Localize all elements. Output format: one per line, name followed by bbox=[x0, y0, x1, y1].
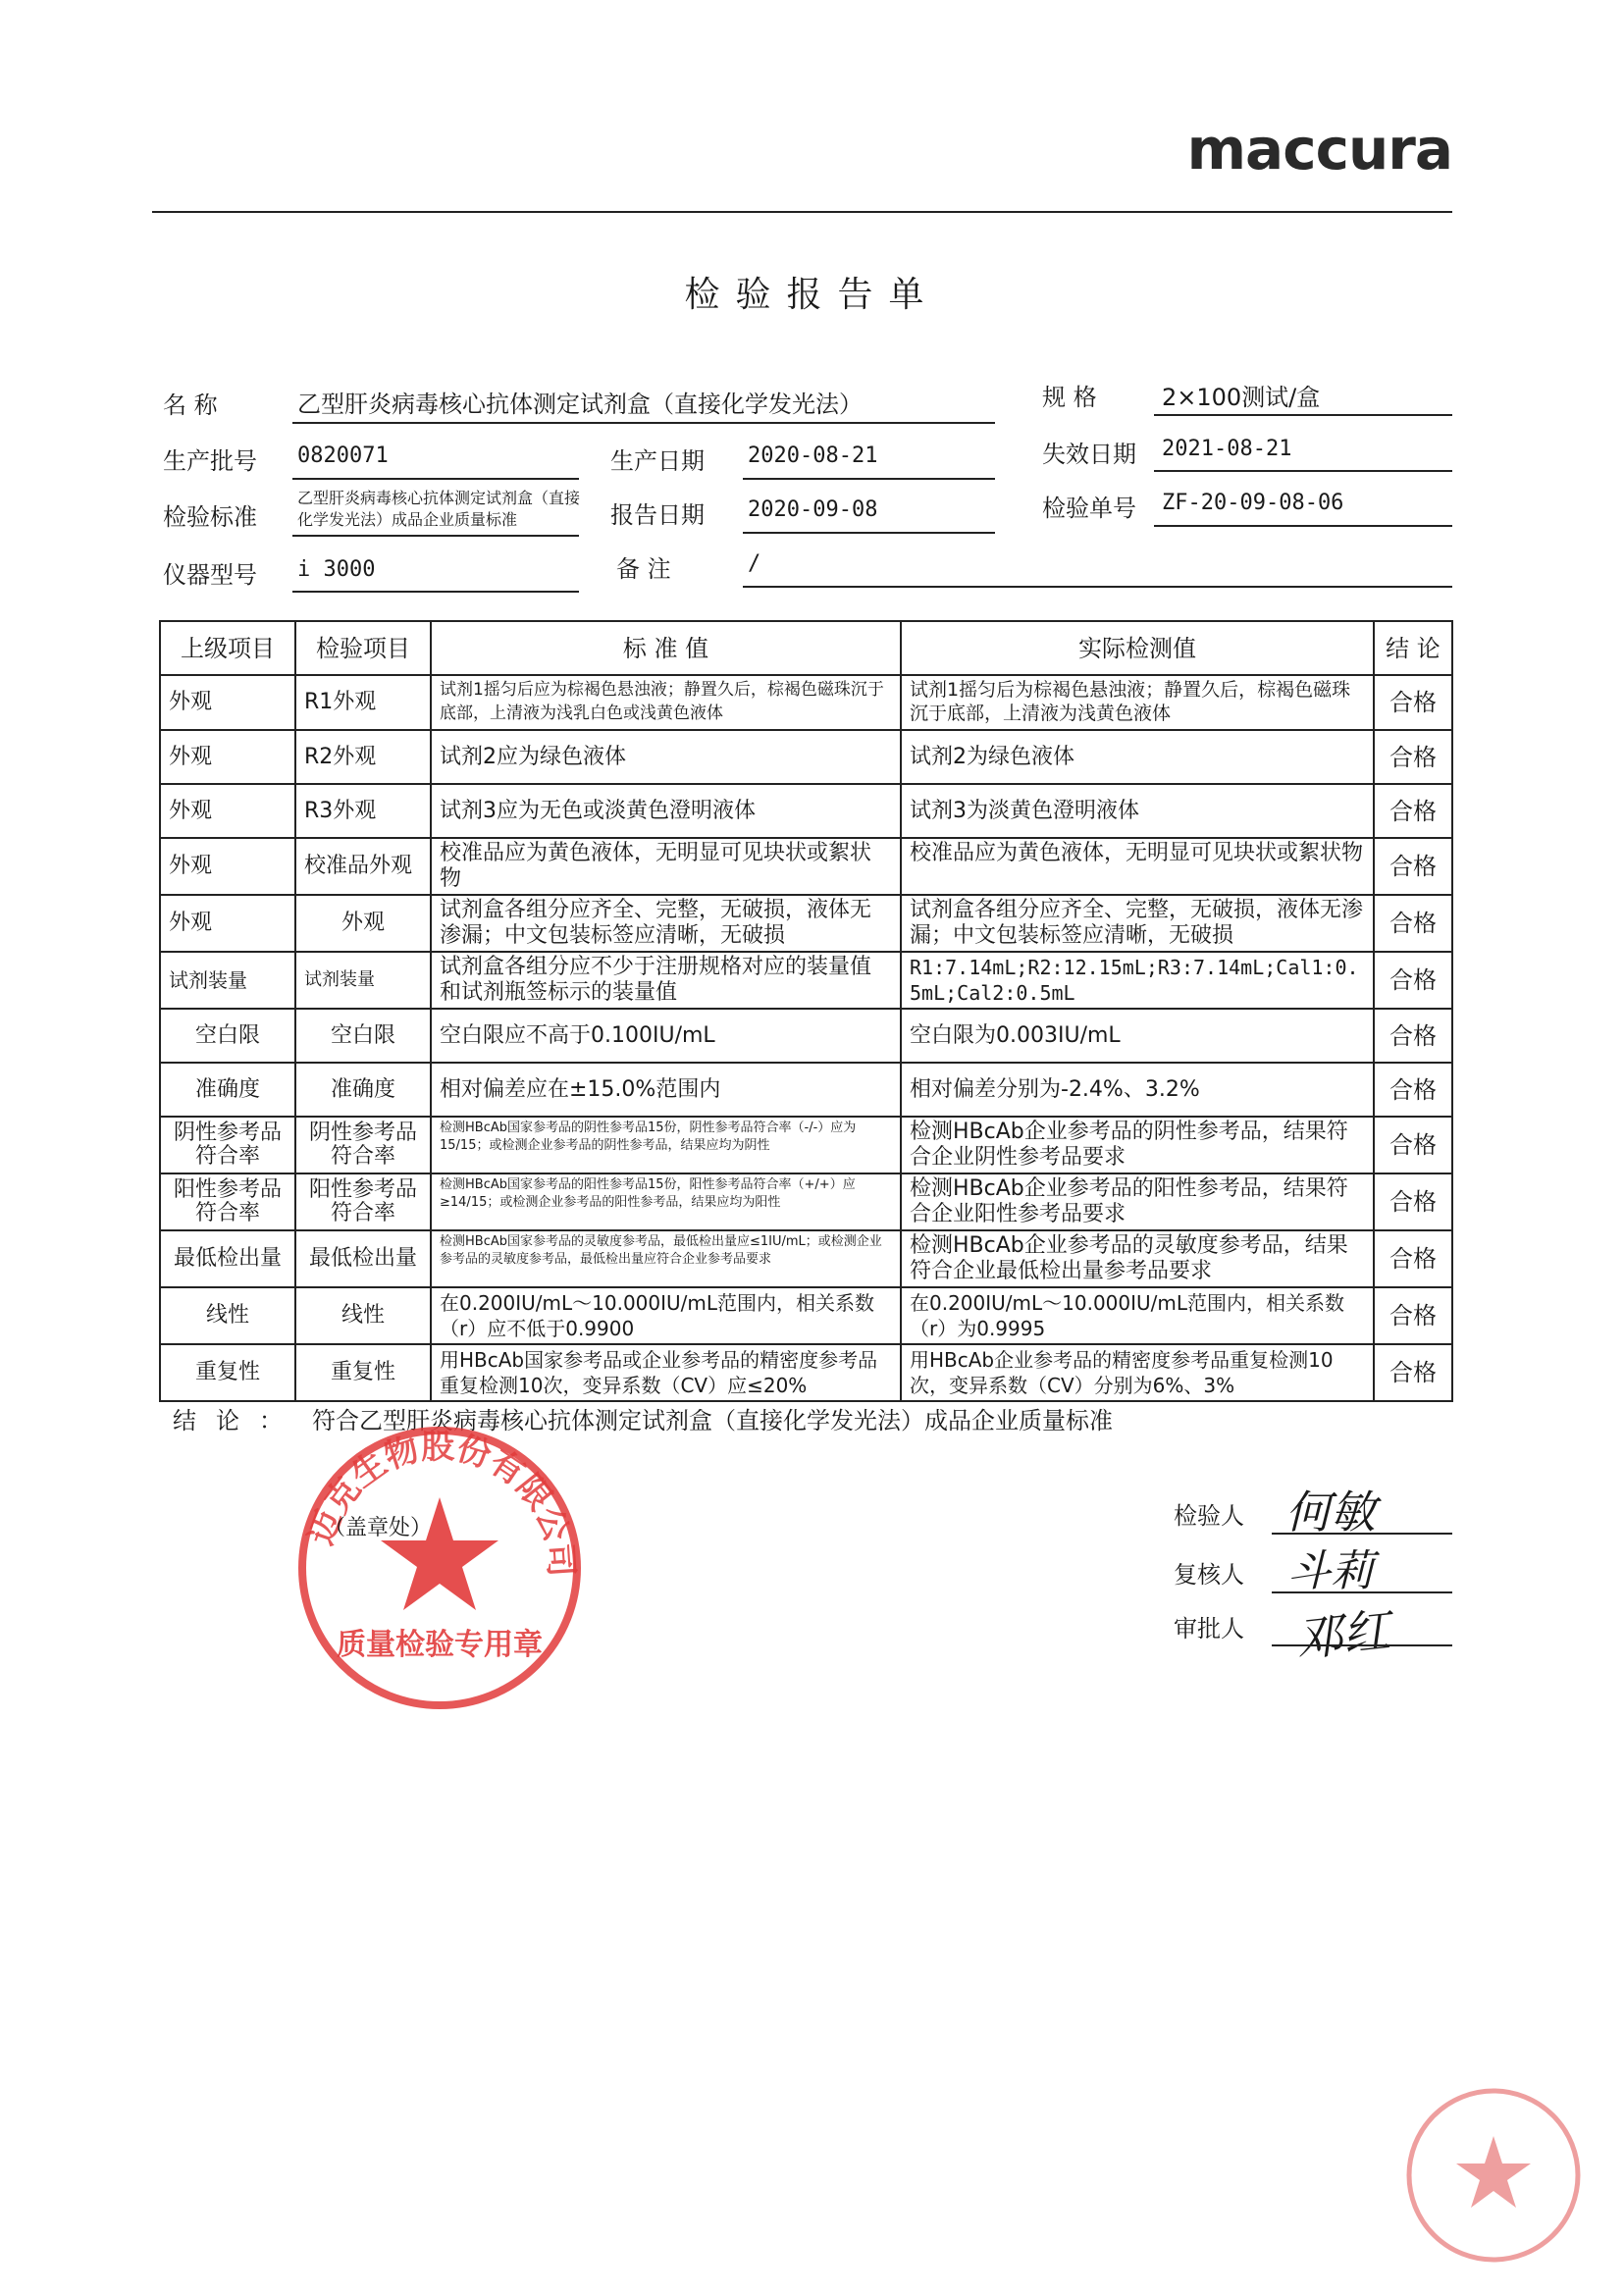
name-value: 乙型肝炎病毒核心抗体测定试剂盒（直接化学发光法） bbox=[297, 391, 863, 418]
row-actual: R1:7.14mL;R2:12.15mL;R3:7.14mL;Cal1:0.5mL;Cal2:0.5mL bbox=[901, 952, 1374, 1009]
table-row bbox=[160, 1173, 1452, 1230]
instrument-label: 仪器型号 bbox=[163, 561, 257, 589]
header-standard: 标 准 值 bbox=[431, 621, 901, 675]
spec-label: 规 格 bbox=[1042, 384, 1097, 411]
row-item: R1外观 bbox=[295, 675, 431, 730]
row-item: 重复性 bbox=[295, 1344, 431, 1401]
table-row bbox=[160, 1063, 1452, 1117]
spec-underline bbox=[1154, 414, 1452, 416]
row-result: 合格 bbox=[1374, 1009, 1452, 1063]
instrument-value: i 3000 bbox=[297, 557, 376, 582]
header-divider bbox=[152, 211, 1452, 213]
row-result: 合格 bbox=[1374, 1230, 1452, 1287]
table-row bbox=[160, 1344, 1452, 1401]
conclusion-label: 结论： bbox=[173, 1407, 302, 1434]
corner-seal-star-icon bbox=[1456, 2136, 1531, 2208]
table-row bbox=[160, 1287, 1452, 1344]
row-result: 合格 bbox=[1374, 675, 1452, 730]
page-title: 检验报告单 bbox=[684, 275, 940, 315]
header-result: 结 论 bbox=[1374, 621, 1452, 675]
row-parent: 外观 bbox=[160, 675, 295, 730]
row-standard: 试剂盒各组分应不少于注册规格对应的装量值和试剂瓶签标示的装量值 bbox=[431, 952, 901, 1009]
row-actual: 检测HBcAb企业参考品的阳性参考品，结果符合企业阳性参考品要求 bbox=[901, 1173, 1374, 1230]
row-parent: 准确度 bbox=[160, 1063, 295, 1117]
row-parent: 重复性 bbox=[160, 1344, 295, 1401]
row-item: 空白限 bbox=[295, 1009, 431, 1063]
report-date-value: 2020-09-08 bbox=[748, 497, 878, 522]
inspector-line bbox=[1272, 1533, 1452, 1535]
row-actual: 在0.200IU/mL～10.000IU/mL范围内，相关系数（r）为0.9995 bbox=[901, 1287, 1374, 1344]
row-item: 阴性参考品符合率 bbox=[295, 1117, 431, 1173]
reviewer-signature: 斗莉 bbox=[1287, 1546, 1374, 1596]
reviewer-label: 复核人 bbox=[1174, 1561, 1244, 1589]
conclusion-text: 符合乙型肝炎病毒核心抗体测定试剂盒（直接化学发光法）成品企业质量标准 bbox=[312, 1407, 1113, 1434]
batch-label: 生产批号 bbox=[163, 447, 257, 475]
row-actual: 相对偏差分别为-2.4%、3.2% bbox=[901, 1063, 1374, 1117]
expiry-label: 失效日期 bbox=[1042, 441, 1136, 468]
row-actual: 空白限为0.003IU/mL bbox=[901, 1009, 1374, 1063]
inspection-table bbox=[159, 620, 1453, 1402]
report-no-label: 检验单号 bbox=[1042, 495, 1136, 522]
row-parent: 外观 bbox=[160, 784, 295, 838]
reviewer-line bbox=[1272, 1591, 1452, 1593]
row-parent: 外观 bbox=[160, 895, 295, 952]
prod-date-value: 2020-08-21 bbox=[748, 443, 878, 468]
prod-date-label: 生产日期 bbox=[610, 447, 705, 475]
name-underline bbox=[292, 422, 995, 424]
instrument-underline bbox=[292, 591, 579, 593]
row-actual: 试剂1摇匀后为棕褐色悬浊液；静置久后，棕褐色磁珠沉于底部，上清液为浅黄色液体 bbox=[901, 675, 1374, 730]
table-header-row bbox=[160, 621, 1452, 675]
table-row bbox=[160, 1009, 1452, 1063]
table-row bbox=[160, 838, 1452, 895]
row-parent: 空白限 bbox=[160, 1009, 295, 1063]
spec-value: 2×100测试/盒 bbox=[1162, 384, 1321, 411]
row-actual: 校准品应为黄色液体，无明显可见块状或絮状物 bbox=[901, 838, 1374, 895]
row-standard: 试剂盒各组分应齐全、完整，无破损，液体无渗漏；中文包装标签应清晰，无破损 bbox=[431, 895, 901, 952]
row-standard: 试剂2应为绿色液体 bbox=[431, 730, 901, 784]
prod-date-underline bbox=[743, 478, 995, 480]
table-row bbox=[160, 730, 1452, 784]
standard-underline bbox=[292, 535, 579, 537]
row-item: 最低检出量 bbox=[295, 1230, 431, 1287]
expiry-value: 2021-08-21 bbox=[1162, 437, 1292, 461]
row-standard: 检测HBcAb国家参考品的阴性参考品15份，阴性参考品符合率（-/-）应为15/15；或检测企业参考品的阴性参考品，结果应均为阴性 bbox=[431, 1117, 901, 1173]
remark-value: / bbox=[748, 551, 761, 576]
row-standard: 相对偏差应在±15.0%范围内 bbox=[431, 1063, 901, 1117]
row-parent: 阴性参考品符合率 bbox=[160, 1117, 295, 1173]
company-logo: maccura bbox=[1186, 116, 1452, 182]
row-item: 校准品外观 bbox=[295, 838, 431, 895]
table-row bbox=[160, 1230, 1452, 1287]
row-parent: 外观 bbox=[160, 730, 295, 784]
row-standard: 用HBcAb国家参考品或企业参考品的精密度参考品重复检测10次，变异系数（CV）应≤20% bbox=[431, 1344, 901, 1401]
row-item: 准确度 bbox=[295, 1063, 431, 1117]
approver-signature: 邓红 bbox=[1292, 1603, 1393, 1668]
row-item: R3外观 bbox=[295, 784, 431, 838]
row-parent: 线性 bbox=[160, 1287, 295, 1344]
report-no-value: ZF-20-09-08-06 bbox=[1162, 491, 1344, 515]
row-standard: 校准品应为黄色液体，无明显可见块状或絮状物 bbox=[431, 838, 901, 895]
row-result: 合格 bbox=[1374, 730, 1452, 784]
row-parent: 试剂装量 bbox=[160, 952, 295, 1009]
row-actual: 检测HBcAb企业参考品的灵敏度参考品，结果符合企业最低检出量参考品要求 bbox=[901, 1230, 1374, 1287]
batch-underline bbox=[292, 478, 579, 480]
row-standard: 在0.200IU/mL～10.000IU/mL范围内，相关系数（r）应不低于0.9900 bbox=[431, 1287, 901, 1344]
row-standard: 试剂1摇匀后应为棕褐色悬浊液；静置久后，棕褐色磁珠沉于底部，上清液为浅乳白色或浅黄色液体 bbox=[431, 675, 901, 730]
row-result: 合格 bbox=[1374, 1344, 1452, 1401]
corner-seal bbox=[1403, 2085, 1585, 2267]
inspector-label: 检验人 bbox=[1174, 1502, 1244, 1530]
row-result: 合格 bbox=[1374, 952, 1452, 1009]
standard-label: 检验标准 bbox=[163, 503, 257, 531]
row-result: 合格 bbox=[1374, 1173, 1452, 1230]
approver-line bbox=[1272, 1644, 1452, 1646]
row-result: 合格 bbox=[1374, 838, 1452, 895]
table-row bbox=[160, 784, 1452, 838]
row-actual: 试剂盒各组分应齐全、完整，无破损，液体无渗漏；中文包装标签应清晰，无破损 bbox=[901, 895, 1374, 952]
row-parent: 外观 bbox=[160, 838, 295, 895]
report-date-underline bbox=[743, 532, 995, 534]
row-actual: 用HBcAb企业参考品的精密度参考品重复检测10次，变异系数（CV）分别为6%、3% bbox=[901, 1344, 1374, 1401]
table-row bbox=[160, 952, 1452, 1009]
row-item: 外观 bbox=[295, 895, 431, 952]
row-standard: 检测HBcAb国家参考品的阳性参考品15份，阳性参考品符合率（+/+）应≥14/15；或检测企业参考品的阳性参考品，结果应均为阳性 bbox=[431, 1173, 901, 1230]
row-result: 合格 bbox=[1374, 1117, 1452, 1173]
row-item: 阳性参考品符合率 bbox=[295, 1173, 431, 1230]
row-parent: 最低检出量 bbox=[160, 1230, 295, 1287]
inspector-signature: 何敏 bbox=[1285, 1486, 1376, 1538]
row-result: 合格 bbox=[1374, 1063, 1452, 1117]
row-item: R2外观 bbox=[295, 730, 431, 784]
company-seal bbox=[292, 1421, 587, 1715]
row-item: 线性 bbox=[295, 1287, 431, 1344]
row-result: 合格 bbox=[1374, 784, 1452, 838]
header-test-item: 检验项目 bbox=[295, 621, 431, 675]
seal-ring-text: 迈克生物股份有限公司 bbox=[301, 1427, 581, 1579]
row-actual: 试剂3为淡黄色澄明液体 bbox=[901, 784, 1374, 838]
row-result: 合格 bbox=[1374, 895, 1452, 952]
row-standard: 空白限应不高于0.100IU/mL bbox=[431, 1009, 901, 1063]
approver-label: 审批人 bbox=[1174, 1615, 1244, 1642]
expiry-underline bbox=[1154, 470, 1452, 472]
batch-value: 0820071 bbox=[297, 443, 389, 468]
table-row bbox=[160, 1117, 1452, 1173]
name-label: 名 称 bbox=[163, 391, 218, 419]
seal-hint: （盖章处） bbox=[324, 1516, 433, 1540]
header-parent-item: 上级项目 bbox=[160, 621, 295, 675]
row-actual: 试剂2为绿色液体 bbox=[901, 730, 1374, 784]
remark-underline bbox=[743, 586, 1452, 588]
report-date-label: 报告日期 bbox=[610, 501, 705, 529]
row-parent: 阳性参考品符合率 bbox=[160, 1173, 295, 1230]
table-row bbox=[160, 675, 1452, 730]
row-item: 试剂装量 bbox=[295, 952, 431, 1009]
header-actual: 实际检测值 bbox=[901, 621, 1374, 675]
seal-center-text: 质量检验专用章 bbox=[337, 1628, 543, 1662]
table-row bbox=[160, 895, 1452, 952]
row-result: 合格 bbox=[1374, 1287, 1452, 1344]
standard-value: 乙型肝炎病毒核心抗体测定试剂盒（直接化学发光法）成品企业质量标准 bbox=[297, 489, 581, 529]
row-standard: 试剂3应为无色或淡黄色澄明液体 bbox=[431, 784, 901, 838]
remark-label: 备 注 bbox=[616, 555, 671, 583]
row-standard: 检测HBcAb国家参考品的灵敏度参考品，最低检出量应≤1IU/mL；或检测企业参考品的灵敏度参考品，最低检出量应符合企业参考品要求 bbox=[431, 1230, 901, 1287]
report-no-underline bbox=[1154, 525, 1452, 527]
row-actual: 检测HBcAb企业参考品的阴性参考品，结果符合企业阴性参考品要求 bbox=[901, 1117, 1374, 1173]
